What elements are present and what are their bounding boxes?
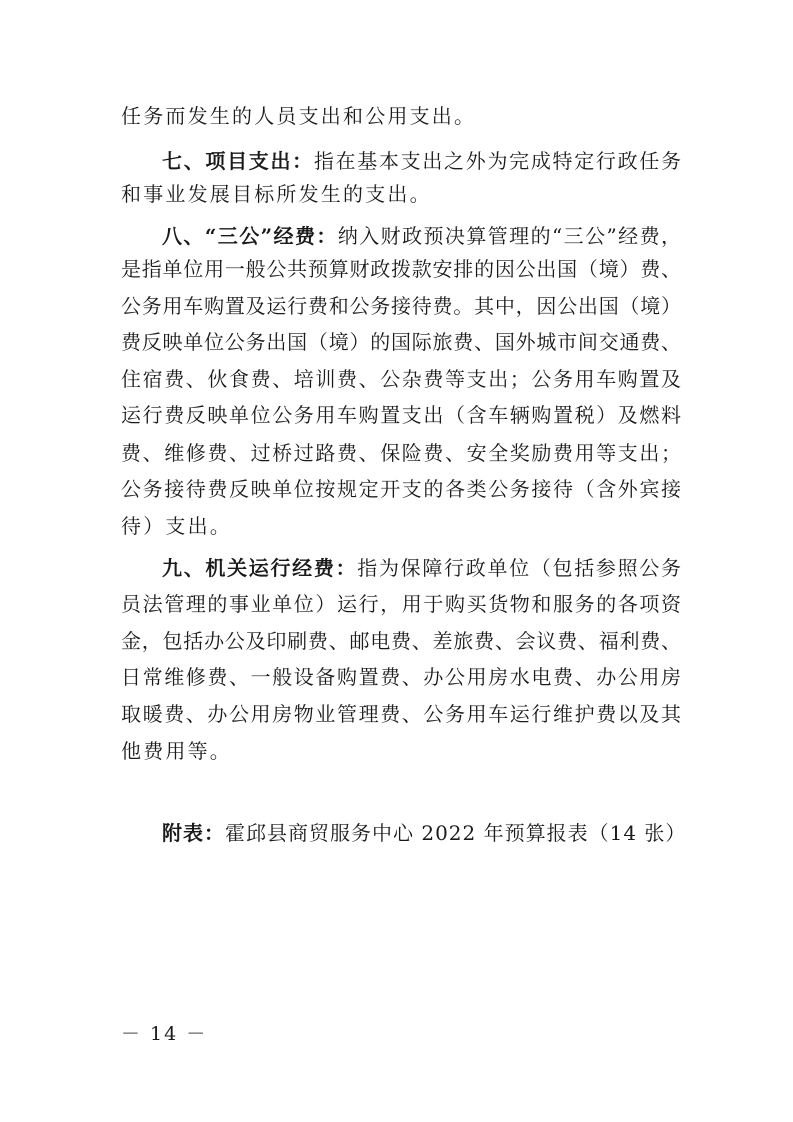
- body-text-line: 费、维修费、过桥过路费、保险费、安全奖励费用等支出；: [121, 441, 681, 465]
- body-text-line: 公务用车购置及运行费和公务接待费。其中，因公出国（境）: [121, 294, 681, 318]
- body-text-line: 日常维修费、一般设备购置费、办公用房水电费、办公用房: [121, 665, 681, 689]
- section-heading: 八、“三公”经费：: [162, 224, 338, 248]
- body-text-line: 待）支出。: [121, 514, 232, 538]
- page-number: － 14 －: [121, 1023, 208, 1045]
- body-text-line: 公务接待费反映单位按规定开支的各类公务接待（含外宾接: [121, 477, 681, 501]
- section-nine-line: 九、机关运行经费：指为保障行政单位（包括参照公务: [162, 556, 682, 580]
- body-text-line: 他费用等。: [121, 739, 232, 763]
- body-text-line: 员法管理的事业单位）运行，用于购买货物和服务的各项资: [121, 592, 681, 616]
- body-text-line: 和事业发展目标所发生的支出。: [121, 182, 432, 206]
- section-eight-line: 八、“三公”经费：纳入财政预决算管理的“三公”经费，: [162, 224, 682, 248]
- section-heading: 七、项目支出：: [162, 149, 314, 173]
- body-text-line: 任务而发生的人员支出和公用支出。: [121, 104, 477, 128]
- annex-text: 霍邱县商贸服务中心 2022 年预算报表（14 张）: [225, 821, 687, 845]
- body-text-line: 是指单位用一般公共预算财政拨款安排的因公出国（境）费、: [121, 257, 681, 281]
- annex-label: 附表：: [162, 821, 225, 845]
- section-heading: 九、机关运行经费：: [162, 556, 358, 580]
- section-seven-line: 七、项目支出：指在基本支出之外为完成特定行政任务: [162, 149, 682, 173]
- body-text-line: 费反映单位公务出国（境）的国际旅费、国外城市间交通费、: [121, 330, 681, 354]
- body-text-line: 金，包括办公及印刷费、邮电费、差旅费、会议费、福利费、: [121, 629, 681, 653]
- body-text-line: 运行费反映单位公务用车购置支出（含车辆购置税）及燃料: [121, 403, 681, 427]
- body-text-line: 取暖费、办公用房物业管理费、公务用车运行维护费以及其: [121, 702, 681, 726]
- annex-line: [162, 823, 686, 843]
- body-text-line: 住宿费、伙食费、培训费、公杂费等支出；公务用车购置及: [121, 367, 681, 391]
